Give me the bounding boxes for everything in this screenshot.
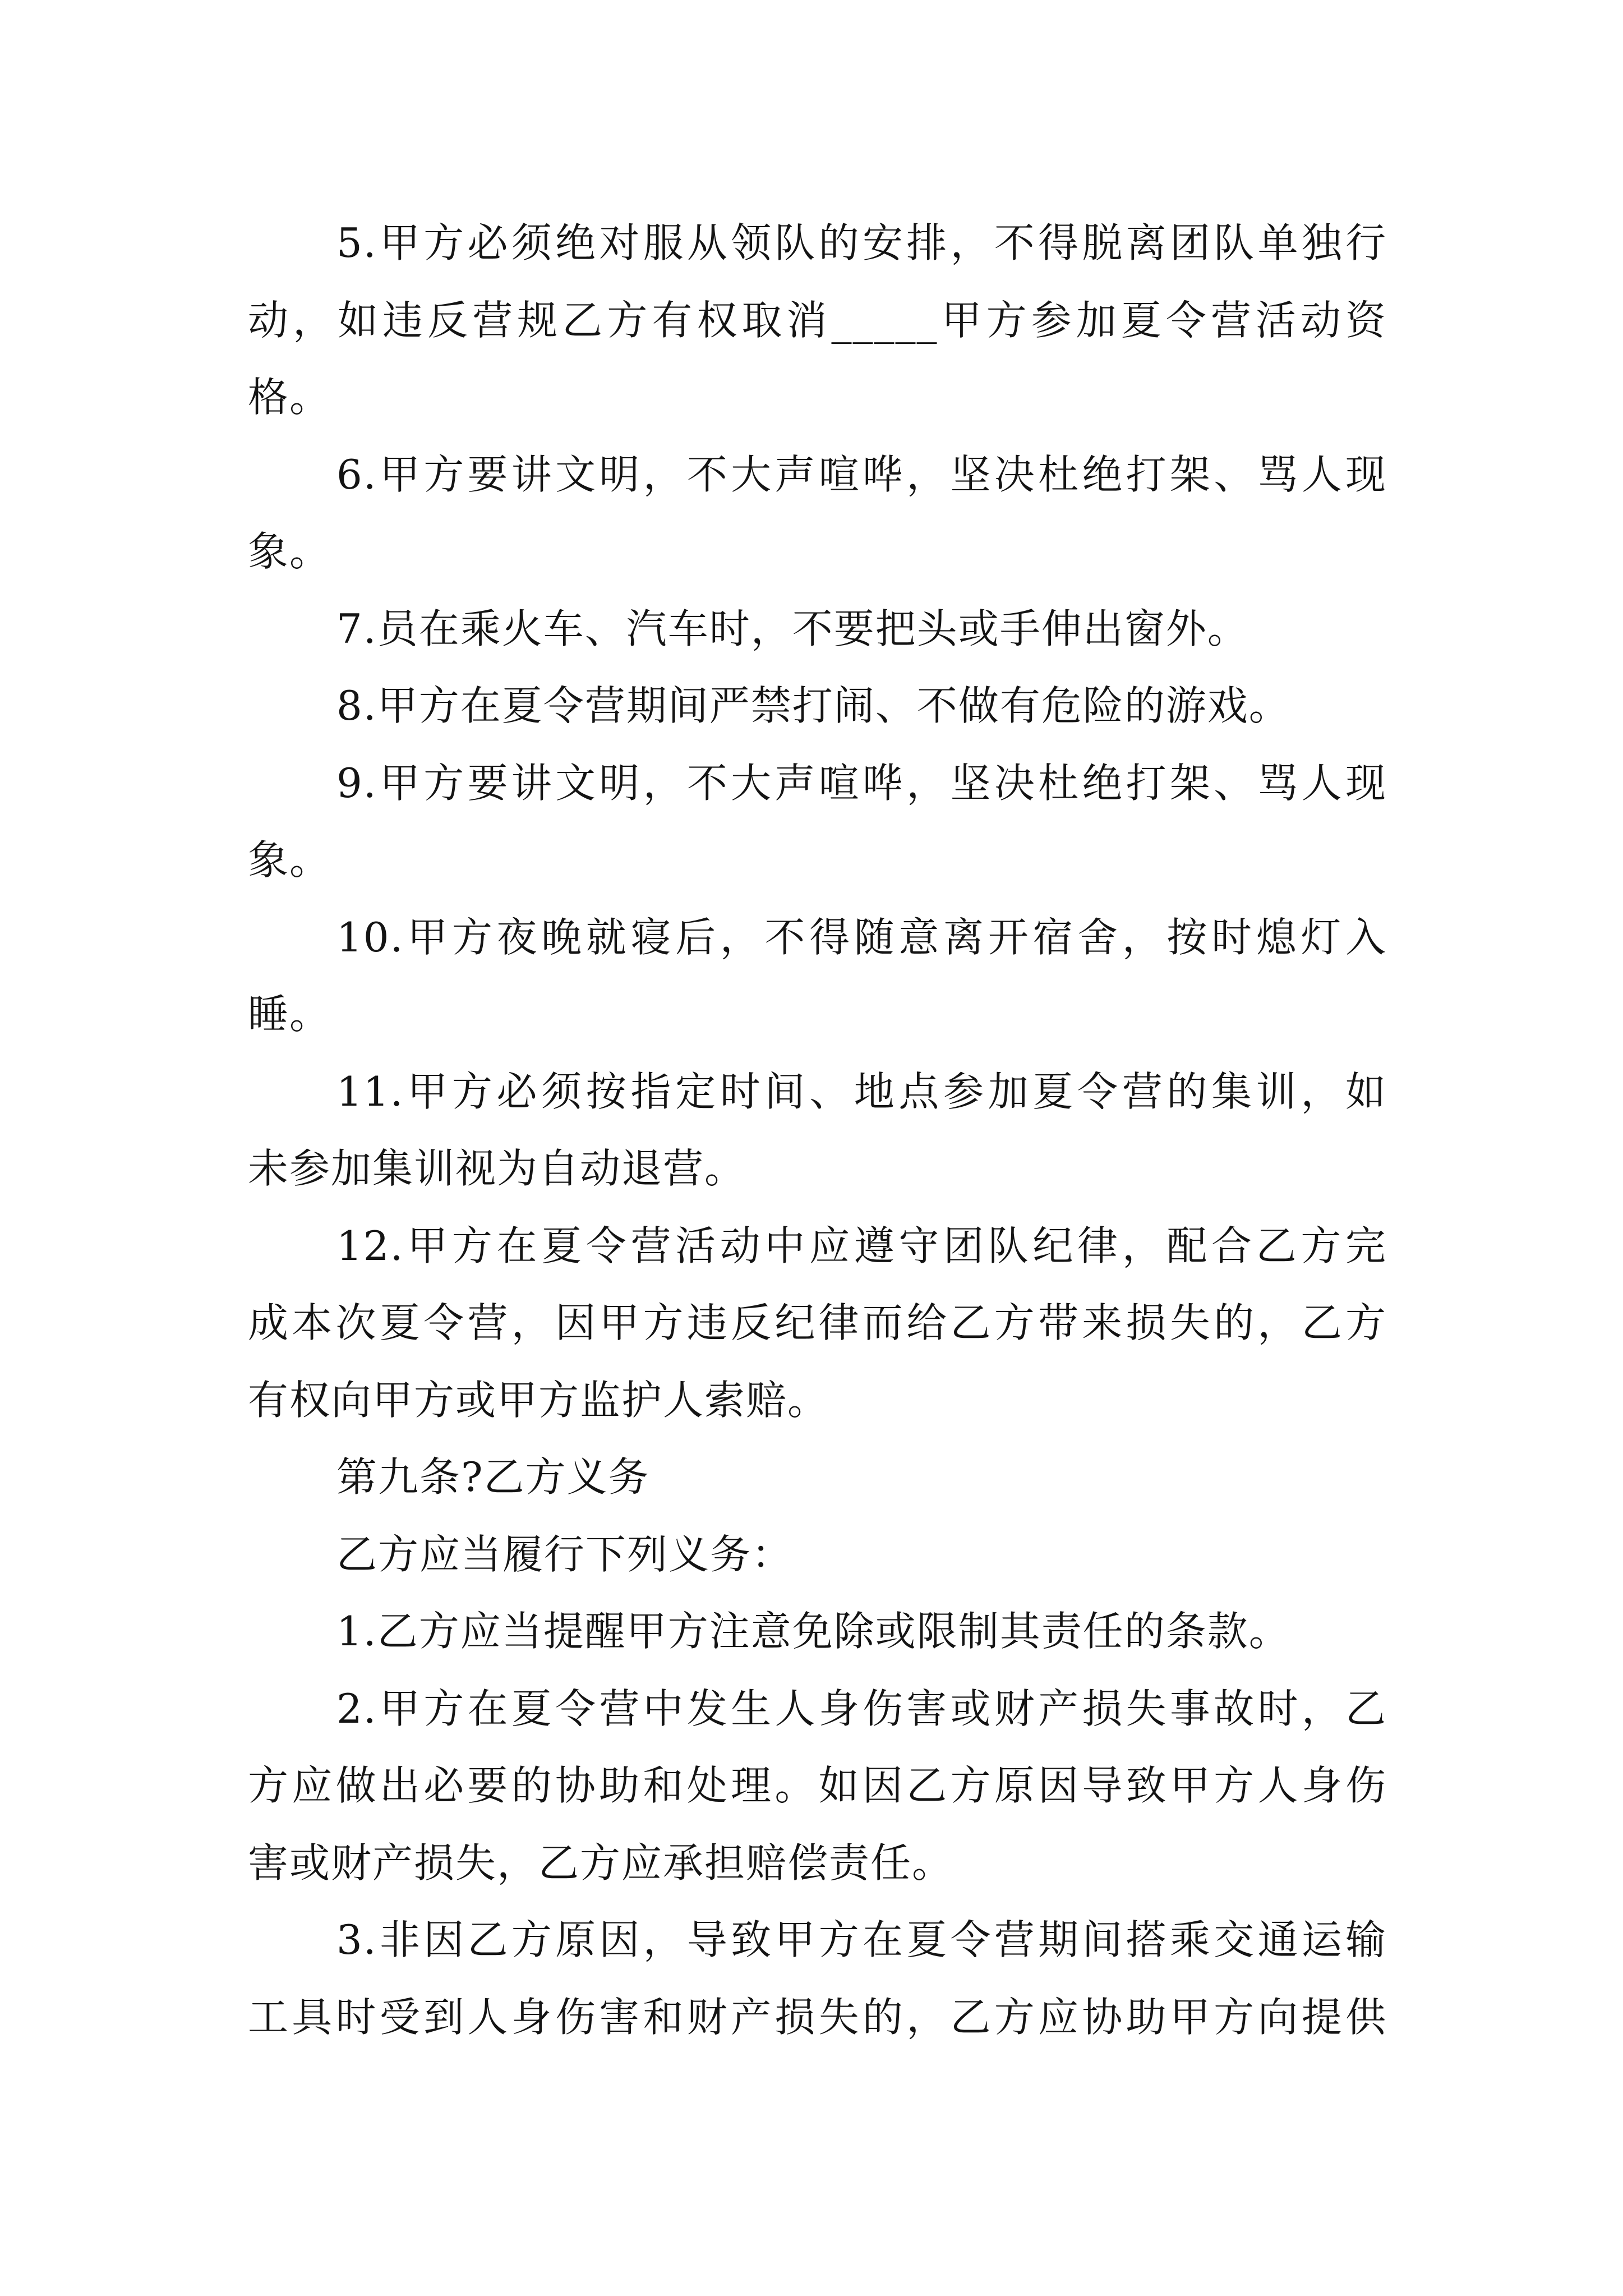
- paragraph-clause-10: [248, 899, 1387, 1053]
- text-line: 8.甲方在夏令营期间严禁打闹、不做有危险的游戏。: [336, 682, 1290, 729]
- text-line: 11.甲方必须按指定时间、地点参加夏令营的集训，如: [336, 1068, 1387, 1115]
- paragraph-clause-5: [248, 205, 1387, 436]
- text-line: 工具时受到人身伤害和财产损失的，乙方应协助甲方向提供: [248, 1993, 1387, 2041]
- text-line: 9.甲方要讲文明，不大声喧哗，坚决杜绝打架、骂人现: [336, 759, 1387, 807]
- text-line: 乙方应当履行下列义务：: [336, 1530, 794, 1578]
- paragraph-clause-12: [248, 1208, 1387, 1439]
- article-title: 第九条?乙方义务: [336, 1453, 650, 1501]
- text-line: 成本次夏令营，因甲方违反纪律而给乙方带来损失的，乙方: [248, 1299, 1387, 1346]
- paragraph-clause-6: [248, 436, 1387, 591]
- paragraph-clause-9: [248, 745, 1387, 899]
- text-line: 象。: [248, 528, 331, 575]
- paragraph-clause-11: [248, 1053, 1387, 1208]
- text-line: 害或财产损失，乙方应承担赔偿责任。: [248, 1839, 954, 1887]
- article-heading: [248, 1439, 1387, 1516]
- paragraph-duty-3: [248, 1902, 1387, 2056]
- paragraph-duty-1: [248, 1593, 1387, 1671]
- document-body: [248, 205, 1387, 2056]
- text-line: 7.员在乘火车、汽车时，不要把头或手伸出窗外。: [336, 605, 1249, 652]
- text-line: 格。: [248, 374, 331, 421]
- text-line: 2.甲方在夏令营中发生人身伤害或财产损失事故时，乙: [336, 1685, 1387, 1732]
- text-line: 3.非因乙方原因，导致甲方在夏令营期间搭乘交通运输: [336, 1916, 1387, 1963]
- paragraph-clause-8: [248, 668, 1387, 745]
- text-line: 未参加集训视为自动退营。: [248, 1145, 746, 1192]
- text-line: 6.甲方要讲文明，不大声喧哗，坚决杜绝打架、骂人现: [336, 450, 1387, 498]
- text-line: 10.甲方夜晚就寝后，不得随意离开宿舍，按时熄灯入: [336, 913, 1387, 961]
- paragraph-intro: [248, 1516, 1387, 1594]
- text-line: 象。: [248, 836, 331, 884]
- text-line: 睡。: [248, 991, 331, 1038]
- text-line: 动，如违反营规乙方有权取消_____甲方参加夏令营活动资: [248, 296, 1387, 344]
- paragraph-clause-7: [248, 591, 1387, 668]
- text-line: 12.甲方在夏令营活动中应遵守团队纪律，配合乙方完: [336, 1222, 1387, 1269]
- text-line: 1.乙方应当提醒甲方注意免除或限制其责任的条款。: [336, 1608, 1290, 1655]
- text-line: 方应做出必要的协助和处理。如因乙方原因导致甲方人身伤: [248, 1762, 1387, 1809]
- paragraph-duty-2: [248, 1671, 1387, 1902]
- text-line: 5.甲方必须绝对服从领队的安排，不得脱离团队单独行: [336, 219, 1387, 266]
- text-line: 有权向甲方或甲方监护人索赔。: [248, 1376, 829, 1424]
